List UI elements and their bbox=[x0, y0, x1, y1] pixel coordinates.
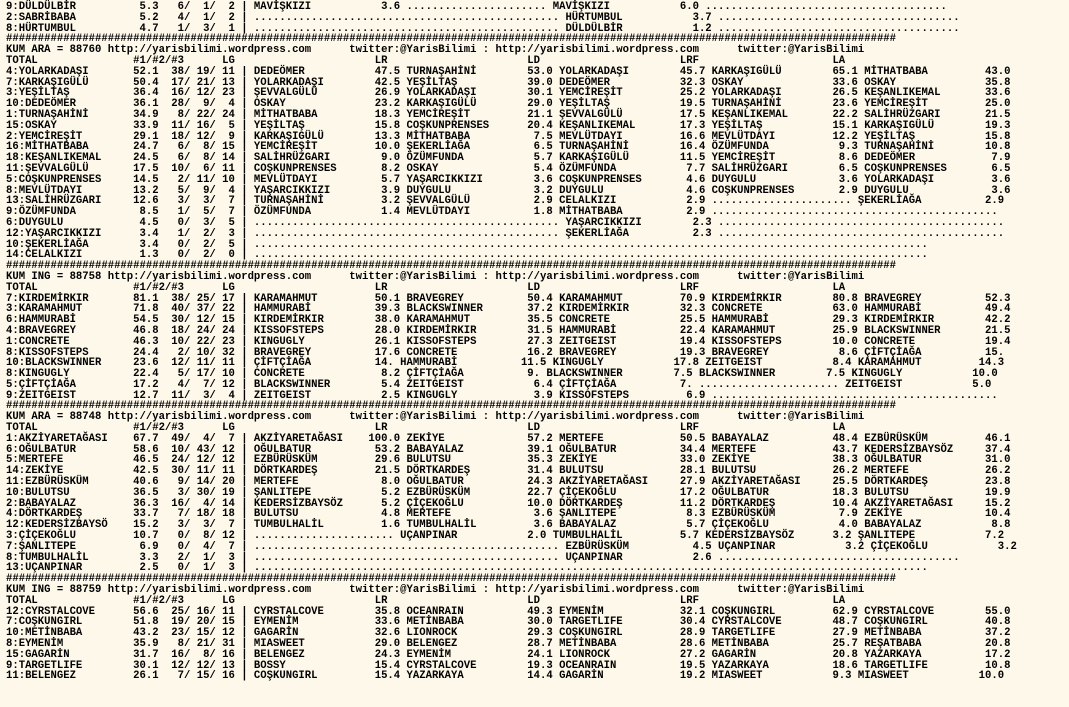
text-line: 10:DEDEÖMER 36.1 28/ 9/ 4 | OSKAY 23.2 KARKAŞIGÜLÜ 29.0 YEŞİLTAŞ 19.5 TURNAŞAHİNİ 23.6 YEMCİREŞİT 25.0 bbox=[6, 98, 1011, 111]
text-line: 2:YEMCİREŞİT 29.1 18/ 12/ 9 | KARKAŞIGÜLÜ 13.3 MİTHATBABA 7.5 MEVLÜTDAYI 16.6 MEVLÜTDAYI 12.2 YEŞİLTAŞ 15.8 bbox=[6, 130, 1011, 143]
text-line: 1:CONCRETE 46.3 10/ 22/ 23 | KINGUGLY 26.1 KISSOFSTEPS 27.3 ZEITGEIST 19.4 KISSOFSTEPS 10.0 CONCRETE 19.4 bbox=[6, 335, 1011, 348]
text-line: 11:ŞEVVALGÜLÜ 17.5 10/ 6/ 11 | COŞKUNPRENSES 8.2 OSKAY 5.4 ÖZÜMFUNDA 7.7 SALİHRÜZGARI 6.5 COŞKUNPRENSES 6.5 bbox=[6, 162, 1011, 175]
text-line: 8:HÜRTUMBUL 4.7 1/ 3/ 1 | ................................................ DÜLDÜLBİR 1.2 ...................................... bbox=[6, 22, 960, 35]
text-line: ############################################################################################################################################ bbox=[6, 400, 897, 413]
text-line: KUM ING = 88759 http://yarisbilimi.wordpress.com twitter:@YarisBilimi : http://yarisbilimi.wordpress.com twitter:@YarisBilimi bbox=[6, 584, 865, 597]
text-line: 4:YOLARKADAŞI 52.1 38/ 19/ 11 | DEDEÖMER 47.5 TURNAŞAHİNİ 53.0 YOLARKADAŞI 45.7 KARKAŞIGÜLÜ 65.1 MİTHATBABA 43.0 bbox=[6, 65, 1011, 78]
text-line: KUM ARA = 88748 http://yarisbilimi.wordpress.com twitter:@YarisBilimi : http://yarisbilimi.wordpress.com twitter:@YarisBilimi bbox=[6, 411, 865, 424]
text-line: 3:ÇİÇEKOĞLU 10.7 0/ 8/ 12 | ...................... UÇANPINAR 2.0 TUMBULHALİL 5.7 KEDERSİZBAYSÖZ 3.2 ŞANLITEPE 7.2 bbox=[6, 530, 1005, 543]
text-line: 4:DÖRTKARDEŞ 33.7 7/ 18/ 18 | BULUTSU 4.8 MERTEFE 3.6 ŞANLITEPE 8.3 EZBÜRÜSKÜM 7.9 ZEKİYE 10.4 bbox=[6, 508, 1011, 521]
text-line: 15:OSKAY 33.9 11/ 16/ 5 | YEŞİLTAŞ 15.8 COŞKUNPRENSES 20.4 KEŞANLIKEMAL 17.3 YEŞİLTAŞ 15.1 KARKAŞIGÜLÜ 19.3 bbox=[6, 119, 1011, 132]
text-line: 15:GAGARİN 31.7 16/ 8/ 16 | BELENGEZ 24.3 EYMENİM 24.1 LIONROCK 27.2 GAGARİN 20.8 YAZARKAYA 17.2 bbox=[6, 648, 1011, 661]
text-line: 14:ZEKİYE 42.5 30/ 11/ 11 | DÖRTKARDEŞ 21.5 DÖRTKARDEŞ 31.4 BULUTSU 28.1 BULUTSU 26.2 MERTEFE 26.2 bbox=[6, 465, 1011, 478]
text-line: 3:YEŞİLTAŞ 36.4 16/ 12/ 23 | ŞEVVALGÜLÜ 26.9 YOLARKADAŞI 30.1 YEMCİREŞİT 25.2 YOLARKADAŞI 26.5 KEŞANLIKEMAL 33.6 bbox=[6, 87, 1011, 100]
text-line: 9:DÜLDÜLBİR 5.3 6/ 1/ 2 | MAVİŞKIZI 3.6 ...................... MAVİŞKIZI 6.0 ...................................... bbox=[6, 1, 947, 13]
text-line: 2:BABAYALAZ 36.3 16/ 4/ 14 | KEDERSİZBAYSÖZ 5.2 ÇİÇEKOĞLU 10.0 DÖRTKARDEŞ 11.2 DÖRTKARDEŞ 10.4 AKZİYARETAĞASI 15.2 bbox=[6, 497, 1011, 510]
text-line: 7:KIRDEMİRKIR 81.1 38/ 25/ 17 | KARAMAHMUT 50.1 BRAVEGREY 50.4 KARAMAHMUT 70.9 KIRDEMİRKIR 80.8 BRAVEGREY 52.3 bbox=[6, 292, 1011, 305]
text-line: KUM ARA = 88760 http://yarisbilimi.wordpress.com twitter:@YarisBilimi : http://yarisbilimi.wordpress.com twitter:@YarisBilimi bbox=[6, 44, 865, 57]
text-line: 12:CYRSTALCOVE 56.6 25/ 16/ 11 | CYRSTALCOVE 35.8 OCEANRAIN 49.3 EYMENİM 32.1 COŞKUNGIRL 62.9 CYRSTALCOVE 55.0 bbox=[6, 605, 1011, 618]
text-line: ############################################################################################################################################ bbox=[6, 573, 897, 586]
text-line: 6:DUYGULU 4.5 0/ 3/ 5 | ................................................ YAŞARCIKKIZI 2.3 ............................................. bbox=[6, 216, 1005, 229]
text-line: 1:TURNAŞAHİNİ 34.9 8/ 22/ 24 | MİTHATBABA 18.3 YEMCİREŞİT 21.1 ŞEVVALGÜLÜ 17.5 KEŞANLIKEMAL 22.2 SALİHRÜZGARI 21.5 bbox=[6, 108, 1011, 121]
text-line: 18:KEŞANLIKEMAL 24.5 6/ 8/ 14 | SALİHRÜZGARI 9.0 ÖZÜMFUNDA 5.7 KARKAŞIGÜLÜ 11.5 YEMCİREŞİT 8.6 DEDEÖMER 7.9 bbox=[6, 152, 1011, 165]
text-line: 2:SABRİBABA 5.2 4/ 1/ 2 | ................................................ HÜRTUMBUL 3.7 ...................................... bbox=[6, 11, 960, 24]
text-line: KUM ING = 88758 http://yarisbilimi.wordpress.com twitter:@YarisBilimi : http://yarisbilimi.wordpress.com twitter:@YarisBilimi bbox=[6, 270, 865, 283]
text-line: 12:KEDERSİZBAYSÖ 15.2 3/ 3/ 7 | TUMBULHALİL 1.6 TUMBULHALİL 3.6 BABAYALAZ 5.7 ÇİÇEKOĞLU 4.0 BABAYALAZ 8.8 bbox=[6, 519, 1011, 532]
text-line: 12:YAŞARCIKKIZI 3.4 1/ 2/ 3 | ................................................ ŞEKERLİAĞA 2.3 ............................................. bbox=[6, 227, 1005, 240]
text-line: 16:MİTHATBABA 24.7 6/ 8/ 15 | YEMCİREŞİT 10.0 ŞEKERLİAĞA 6.5 TURNAŞAHİNİ 16.4 ÖZÜMFUNDA 9.3 TURNAŞAHİNİ 10.8 bbox=[6, 141, 1011, 154]
text-line: 14:CELALKIZI 1.3 0/ 2/ 0 | .......................................................................................................... bbox=[6, 249, 928, 262]
text-line: 9:TARGETLIFE 30.1 12/ 12/ 13 | BOSSY 15.4 CYRSTALCOVE 19.3 OCEANRAIN 19.5 YAZARKAYA 18.6 TARGETLIFE 10.8 bbox=[6, 659, 1011, 672]
text-line: ############################################################################################################################################ bbox=[6, 260, 897, 273]
text-line: 3:KARAMAHMUT 71.8 40/ 37/ 22 | HAMMURABİ 39.3 BLACKSWINNER 37.2 KIRDEMİRKIR 32.3 CONCRETE 63.0 HAMMURABİ 49.4 bbox=[6, 303, 1011, 316]
text-line: 13:SALİHRÜZGARI 12.6 3/ 3/ 7 | TURNAŞAHİNİ 3.2 ŞEVVALGÜLÜ 2.9 CELALKIZI 2.9 ...................... ŞEKERLİAĞA 2.9 bbox=[6, 195, 1005, 208]
text-line: 13:UÇANPINAR 2.5 0/ 1/ 3 | .......................................................................................................... bbox=[6, 562, 928, 575]
text-line: 10:ŞEKERLİAĞA 3.4 0/ 2/ 5 | .......................................................................................................... bbox=[6, 238, 928, 251]
text-line: TOTAL #1/#2/#3 LG LR LD LRF LA bbox=[6, 281, 846, 294]
text-line: 1:AKZİYARETAĞASI 67.7 49/ 4/ 7 | AKZİYARETAĞASI 100.0 ZEKİYE 57.2 MERTEFE 50.5 BABAYALAZ 48.4 EZBÜRÜSKÜM 46.1 bbox=[6, 432, 1011, 445]
text-line: 8:KISSOFSTEPS 24.4 2/ 10/ 32 | BRAVEGREY 17.6 CONCRETE 16.2 BRAVEGREY 19.3 BRAVEGREY 8.6 ÇİFTÇİAĞA 15. bbox=[6, 346, 1005, 359]
text-line: 7:COŞKUNGIRL 51.8 19/ 20/ 15 | EYMENİM 33.6 METİNBABA 30.0 TARGETLIFE 30.4 CYRSTALCOVE 48.7 COŞKUNGIRL 40.8 bbox=[6, 616, 1011, 629]
text-line: 10:BLACKSWINNER 23.6 12/ 11/ 11 | ÇİFTÇİAĞA 14. HAMMURABİ 11.5 KINGUGLY 17.8 ZEITGEIST 8.4 KARAMAHMUT 14.3 bbox=[6, 357, 1005, 370]
text-line: ############################################################################################################################################ bbox=[6, 33, 897, 46]
text-line: 8:KINGUGLY 22.4 5/ 17/ 10 | CONCRETE 8.2 ÇİFTÇİAĞA 9. BLACKSWINNER 7.5 BLACKSWINNER 7.5 KINGUGLY 10.0 bbox=[6, 368, 998, 381]
text-line: 8:TUMBULHALİL 3.3 2/ 1/ 3 | ................................................ UÇANPINAR 2.6 ...................................... bbox=[6, 551, 960, 564]
text-line: 5:ÇİFTÇİAĞA 17.2 4/ 7/ 12 | BLACKSWINNER 5.4 ZEITGEIST 6.4 ÇİFTÇİAĞA 7. ...................... ZEITGEIST 5.0 bbox=[6, 378, 992, 391]
text-line: 5:COŞKUNPRENSES 14.5 2/ 11/ 10 | MEVLÜTDAYI 5.7 YAŞARCIKKIZI 3.6 COŞKUNPRENSES 4.6 DUYGULU 3.6 YOLARKADAŞI 3.6 bbox=[6, 173, 1011, 186]
text-line: 11:BELENGEZ 26.1 7/ 15/ 16 | COŞKUNGIRL 15.4 YAZARKAYA 14.4 GAGARİN 19.2 MIASWEET 9.3 MIASWEET 10.0 bbox=[6, 670, 1005, 683]
text-line: 9:ÖZÜMFUNDA 8.5 1/ 5/ 7 | ÖZÜMFUNDA 1.4 MEVLÜTDAYI 1.8 MİTHATBABA 2.9 ............................................. bbox=[6, 206, 998, 219]
text-line: 7:KARKAŞIGÜLÜ 50.4 17/ 21/ 13 | YOLARKADAŞI 42.5 YEŞİLTAŞ 39.0 DEDEÖMER 32.3 OSKAY 33.6 OSKAY 35.8 bbox=[6, 76, 1011, 89]
text-line: 8:EYMENİM 35.9 8/ 21/ 31 | MIASWEET 29.0 BELENGEZ 28.7 METİNBABA 28.6 METİNBABA 25.7 REŞATBABA 20.8 bbox=[6, 638, 1011, 651]
text-line: 4:BRAVEGREY 46.8 18/ 24/ 24 | KISSOFSTEPS 28.0 KIRDEMİRKIR 31.5 HAMMURABİ 22.4 KARAMAHMUT 25.9 BLACKSWINNER 21.5 bbox=[6, 324, 1011, 337]
text-line: 10:BULUTSU 36.5 3/ 30/ 19 | ŞANLITEPE 5.2 EZBÜRÜSKÜM 22.7 ÇİÇEKOĞLU 17.2 OĞULBATUR 18.3 BULUTSU 19.9 bbox=[6, 486, 1011, 499]
text-line: 9:ZEITGEIST 12.7 11/ 3/ 4 | ZEITGEIST 2.5 KINGUGLY 3.9 KISSOFSTEPS 6.9 ............................................. bbox=[6, 389, 998, 402]
text-line: TOTAL #1/#2/#3 LG LR LD LRF LA bbox=[6, 54, 846, 67]
text-line: 10:METİNBABA 43.2 23/ 15/ 12 | GAGARİN 32.6 LIONROCK 29.3 COŞKUNGIRL 28.9 TARGETLIFE 27.9 METİNBABA 37.2 bbox=[6, 627, 1011, 640]
text-line: TOTAL #1/#2/#3 LG LR LD LRF LA bbox=[6, 594, 846, 607]
text-line: 6:HAMMURABİ 54.5 30/ 12/ 15 | KIRDEMİRKIR 38.0 KARAMAHMUT 35.5 CONCRETE 25.5 HAMMURABİ 29.3 KIRDEMİRKIR 42.2 bbox=[6, 314, 1011, 327]
text-line: 7:ŞANLITEPE 6.9 0/ 4/ 7 | ................................................ EZBÜRÜSKÜM 4.5 UÇANPINAR 3.2 ÇİÇEKOĞLU 3.2 bbox=[6, 540, 1017, 553]
text-line: TOTAL #1/#2/#3 LG LR LD LRF LA bbox=[6, 422, 846, 435]
text-line: 6:OĞULBATUR 58.6 10/ 43/ 12 | OĞULBATUR 53.2 BABAYALAZ 39.1 OĞULBATUR 34.4 MERTEFE 43.7 KEDERSİZBAYSÖZ 37.4 bbox=[6, 443, 1011, 456]
text-line: 11:EZBÜRÜSKÜM 40.6 9/ 14/ 20 | MERTEFE 8.0 OĞULBATUR 24.3 AKZİYARETAĞASI 27.9 AKZİYARETAĞASI 25.5 DÖRTKARDEŞ 23.8 bbox=[6, 476, 1011, 489]
text-line: 8:MEVLÜTDAYI 13.2 5/ 9/ 4 | YAŞARCIKKIZI 3.9 DUYGULU 3.2 DUYGULU 4.6 COŞKUNPRENSES 2.9 DUYGULU 3.6 bbox=[6, 184, 1011, 197]
text-line: 5:MERTEFE 46.5 24/ 12/ 12 | EZBÜRÜSKÜM 29.6 BULUTSU 35.3 ZEKİYE 33.0 ZEKİYE 38.3 OĞULBATUR 31.0 bbox=[6, 454, 1011, 467]
